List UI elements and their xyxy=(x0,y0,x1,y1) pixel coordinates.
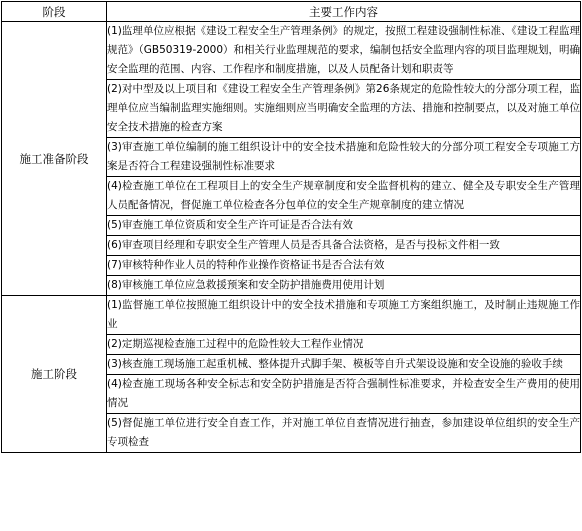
work-item: (6)审查项目经理和专职安全生产管理人员是否具备合法资格，是否与投标文件相一致 xyxy=(107,236,581,256)
work-item: (4)检查施工单位在工程项目上的安全生产规章制度和安全监督机构的建立、健全及专职安全生产管理人员配备情况，督促施工单位检查各分包单位的安全生产规章制度的建立情况 xyxy=(107,177,581,216)
work-item: (2)对中型及以上项目和《建设工程安全生产管理条例》第26条规定的危险性较大的分部分项工程，监理单位应当编制监理实施细则。实施细则应当明确安全监理的方法、措施和控制要点，以及对施工单位安全技术措施的检查方案 xyxy=(107,80,581,138)
stage-cell-preparation: 施工准备阶段 xyxy=(2,22,107,296)
work-item: (3)审查施工单位编制的施工组织设计中的安全技术措施和危险性较大的分部分项工程安全专项施工方案是否符合工程建设强制性标准要求 xyxy=(107,138,581,177)
work-item: (5)审查施工单位资质和安全生产许可证是否合法有效 xyxy=(107,216,581,236)
table-row xyxy=(2,22,581,80)
header-stage: 阶段 xyxy=(2,2,107,22)
table-row xyxy=(2,296,581,335)
work-item: (1)监督施工单位按照施工组织设计中的安全技术措施和专项施工方案组织施工，及时制止违规施工作业 xyxy=(107,296,581,335)
table-header-row xyxy=(2,2,581,22)
work-item: (3)核查施工现场施工起重机械、整体提升式脚手架、模板等自升式架设设施和安全设施的验收手续 xyxy=(107,355,581,375)
work-item: (7)审核特种作业人员的特种作业操作资格证书是否合法有效 xyxy=(107,256,581,276)
stage-cell-construction: 施工阶段 xyxy=(2,296,107,453)
work-content-table xyxy=(1,1,581,453)
header-content: 主要工作内容 xyxy=(107,2,581,22)
work-item: (1)监理单位应根据《建设工程安全生产管理条例》的规定，按照工程建设强制性标准、《建设工程监理规范》（GB50319-2000）和相关行业监理规范的要求，编制包括安全监理内容的项目监理规划，明确安全监理的范围、内容、工作程序和制度措施，以及人员配备计划和职责等 xyxy=(107,22,581,80)
work-item: (5)督促施工单位进行安全自查工作，并对施工单位自查情况进行抽查，参加建设单位组织的安全生产专项检查 xyxy=(107,414,581,453)
work-item: (4)检查施工现场各种安全标志和安全防护措施是否符合强制性标准要求，并检查安全生产费用的使用情况 xyxy=(107,375,581,414)
work-item: (8)审核施工单位应急救援预案和安全防护措施费用使用计划 xyxy=(107,276,581,296)
work-item: (2)定期巡视检查施工过程中的危险性较大工程作业情况 xyxy=(107,335,581,355)
